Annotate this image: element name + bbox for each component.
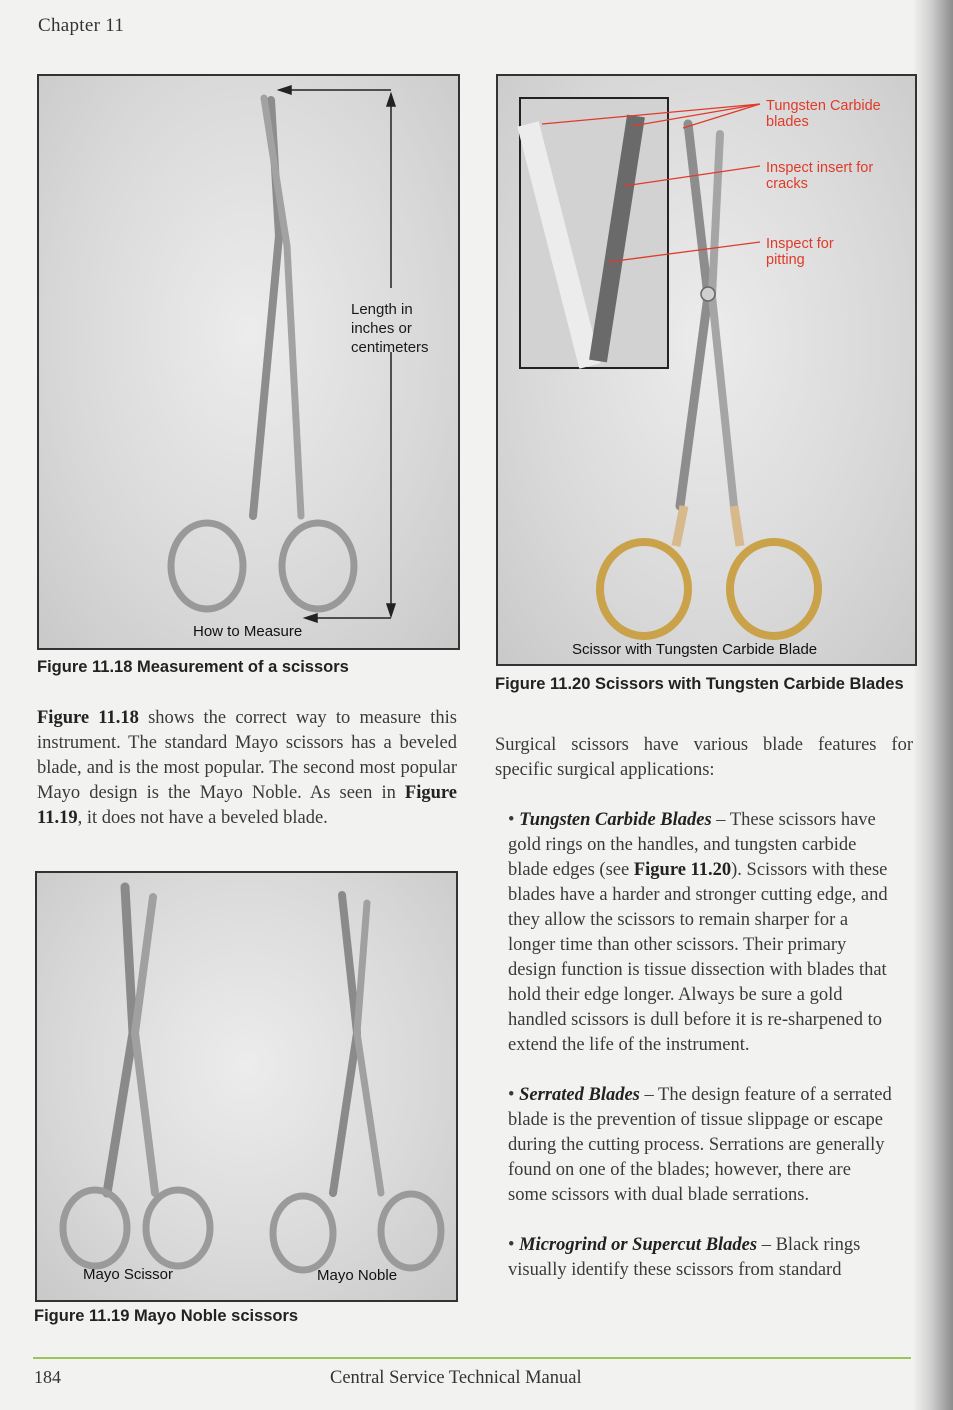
mayo-noble-label: Mayo Noble [317,1267,398,1284]
bullet-tungsten-carbide: • Tungsten Carbide Blades – These scissors have gold rings on the handles, and tungsten carbide blade edges (see Figure 11.20). Scissors with these blades have a harder and stronger cutting edge, and they allow the scissors to remain sharper for a longer time than other scissors. Their primary design function is tissue dissection with blades that hold their edge longer. Always be sure a gold handled scissors is dull before it is re-sharpened to extend the life of the instrument. [508,810,888,1055]
figure-11-20-ref: Figure 11.20 [633,860,732,880]
callout-cracks-line-1: Inspect insert for [766,160,874,176]
bullet-text-tungsten-b: ). Scissors with these blades have a harder and stronger cutting edge, and they allow the scissors to remain sharper for a longer time than other scissors. Their primary design function is tissue dissection with blades that hold their edge longer. Always be sure a gold handled scissors is dull before it is re-sharpened to extend the life of the instrument. [508,860,888,1055]
right-intro-paragraph: Surgical scissors have various blade features for specific surgical applications: [495,735,913,780]
callout-tungsten-carbide-blades [766,98,881,130]
callout-cracks-line-2: cracks [766,176,808,192]
callout-tungsten-line-1: Tungsten Carbide [766,98,881,114]
tungsten-scissor-label: Scissor with Tungsten Carbide Blade [572,641,818,658]
bullet-serrated: • Serrated Blades – The design feature of a serrated blade is the prevention of tissue slippage or escape during the cutting process. Serrations are generally found on one of the blades; however, there are some scissors with dual blade serrations. [508,1085,892,1205]
bullet-dash: – [639,1085,659,1105]
figure-11-18-caption: Figure 11.18 Measurement of a scissors [37,658,349,676]
callout-pitting-line-2: pitting [766,252,805,268]
callout-inspect-pitting [766,236,834,268]
figure-11-20 [496,74,917,666]
figure-11-20-caption: Figure 11.20 Scissors with Tungsten Carbide Blades [495,675,904,693]
left-paragraph [37,706,457,831]
chapter-header: Chapter 11 [38,15,125,36]
bullet-text-microgrind: Black rings visually identify these scissors from standard [508,1235,861,1280]
page-number: 184 [34,1367,61,1387]
bullet-list [508,808,892,1308]
bullet-text-tungsten-a: These scissors have gold rings on the handles, and tungsten carbide blade edges (see [508,810,876,880]
how-to-measure-label: How to Measure [193,623,303,640]
length-label-line-1: Length in [351,301,413,318]
figure-11-19-caption: Figure 11.19 Mayo Noble scissors [34,1307,299,1325]
left-paragraph-part-1: shows the correct way to measure this instrument. The standard Mayo scissors has a beveled blade, and is the most popular. The second most popular Mayo design is the Mayo Noble. As seen in [37,708,458,803]
mayo-scissor-label: Mayo Scissor [83,1266,174,1283]
page-gutter-shadow [913,0,953,1410]
figure-11-18-ref: Figure 11.18 [37,708,139,728]
bullet-dash: – [757,1235,776,1255]
callout-pitting-line-1: Inspect for [766,236,834,252]
bullet-microgrind: • Microgrind or Supercut Blades – Black rings visually identify these scissors from standard [508,1235,861,1280]
figure-11-19 [35,871,458,1302]
left-paragraph-part-2: , it does not have a beveled blade. [77,808,328,828]
measured-scissors-illustration [39,76,458,648]
length-label-line-3: centimeters [351,339,429,356]
length-label [351,300,429,357]
figure-11-18 [37,74,460,650]
callout-inspect-insert-cracks [766,160,873,192]
running-title: Central Service Technical Manual [330,1368,582,1388]
footer-rule [33,1357,911,1359]
mayo-scissors-illustration [37,873,456,1300]
length-label-line-2: inches or [351,320,412,337]
bullet-title-tungsten: Tungsten Carbide Blades [519,810,712,830]
bullet-text-serrated: The design feature of a serrated blade is the prevention of tissue slippage or escape during the cutting process. Serrations are generally found on one of the blades; however, there are some scissors with dual blade serrations. [508,1085,892,1205]
figure-11-19-ref: Figure 11.19 [37,783,457,828]
callout-tungsten-line-2: blades [766,114,809,130]
bullet-title-serrated: Serrated Blades [519,1085,640,1105]
bullet-dash: – [711,810,730,830]
bullet-title-microgrind: Microgrind or Supercut Blades [519,1235,758,1255]
